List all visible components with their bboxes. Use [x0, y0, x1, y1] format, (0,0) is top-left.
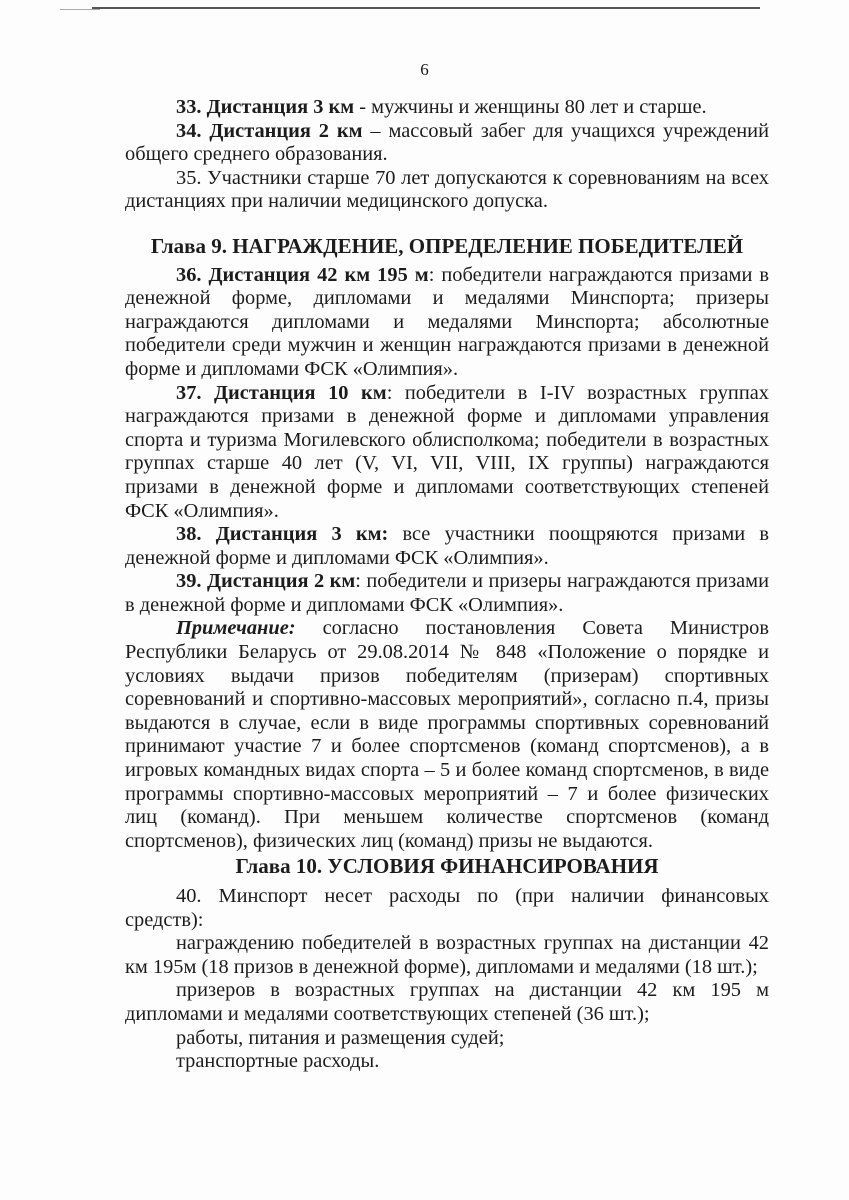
note-lead: Примечание: [176, 617, 296, 640]
document-body [125, 96, 769, 1074]
paragraph-33-text: - мужчины и женщины 80 лет и старше. [354, 96, 707, 118]
expense-item-3: работы, питания и размещения судей; [176, 1026, 505, 1049]
expense-item-1: награждению победителей в возрастных группах на дистанции 42 км 195м (18 призов в денежной форме), дипломами и медалями (18 шт.); [125, 932, 769, 978]
scan-top-edge-fade [60, 9, 100, 10]
paragraph-35-text: 35. Участники старше 70 лет допускаются к соревнованиям на всех дистанциях при наличии медицинского допуска. [125, 166, 769, 213]
paragraph-34 [125, 120, 769, 167]
chapter-10-heading: Глава 10. УСЛОВИЯ ФИНАНСИРОВАНИЯ [235, 854, 659, 879]
paragraph-36-text: : победители награждаются призами в денежной форме, дипломами и медалями Минспорта; призеры награждаются дипломами и медалями Минспорта; абсолютные победители среди мужчин и женщин награждаются призами в денежной форме и дипломами ФСК «Олимпия». [125, 263, 770, 380]
paragraph-34-text: – массовый забег для учащихся учреждений общего среднего образования. [125, 119, 769, 166]
paragraph-36 [125, 264, 769, 382]
paragraph-39-lead: 39. Дистанция 2 км [176, 570, 356, 593]
paragraph-38 [125, 523, 769, 570]
paragraph-40 [125, 885, 769, 932]
note-text: согласно постановления Совета Министров Республики Беларусь от 29.08.2014 № 848 «Положение о порядке и условиях выдачи призов победителям (призерам) спортивных соревнований и спортивно-массовых мероприятий», согласно п.4, призы выдаются в случае, если в виде программы спортивных соревнований принимают участие 7 и более спортсменов (команд спортсменов), а в игровых командных видах спорта – 5 и более команд спортсменов, в виде программы спортивно-массовых мероприятий – 7 и более физических лиц (команд). При меньшем количестве спортсменов (команд спортсменов), физических лиц (команд) призы не выдаются. [125, 617, 769, 852]
paragraph-37-text: : победители в I-IV возрастных группах награждаются призами в денежной форме и дипломами управления спорта и туризма Могилевского облисполкома; победители в возрастных группах старше 40 лет (V, VI, VII, VIII, IX группы) награждаются призами в денежной форме и дипломами соответствующих степеней ФСК «Олимпия». [125, 381, 770, 522]
paragraph-36-lead: 36. Дистанция 42 км 195 м [176, 263, 429, 286]
paragraph-37 [125, 382, 769, 524]
page-number: 6 [420, 60, 429, 79]
note-paragraph [125, 617, 769, 853]
paragraph-35 [125, 167, 769, 214]
scan-top-edge [92, 7, 760, 9]
paragraph-34-lead: 34. Дистанция 2 км [176, 119, 363, 142]
paragraph-39-text: : победители и призеры награждаются призами в денежной форме и дипломами ФСК «Олимпия». [125, 570, 769, 616]
paragraph-38-lead: 38. Дистанция 3 км: [176, 523, 389, 546]
paragraph-37-lead: 37. Дистанция 10 км [176, 381, 387, 404]
paragraph-40-text: 40. Минспорт несет расходы по (при наличии финансовых средств): [125, 885, 769, 931]
paragraph-33 [125, 96, 769, 120]
expense-item-2: призеров в возрастных группах на дистанции 42 км 195 м дипломами и медалями соответствующих степеней (36 шт.); [125, 979, 769, 1025]
paragraph-39 [125, 570, 769, 617]
expense-item-4: транспортные расходы. [176, 1050, 380, 1073]
chapter-9-heading: Глава 9. НАГРАЖДЕНИЕ, ОПРЕДЕЛЕНИЕ ПОБЕДИТЕЛЕЙ [150, 233, 744, 258]
paragraph-33-lead: 33. Дистанция 3 км [176, 96, 355, 118]
paragraph-38-text: все участники поощряются призами в денежной форме и дипломами ФСК «Олимпия». [125, 523, 769, 569]
